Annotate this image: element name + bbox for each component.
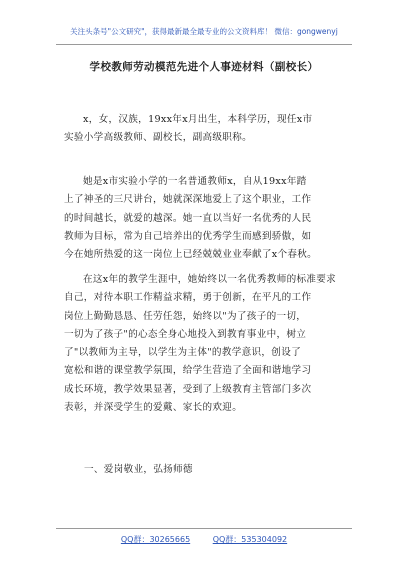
footer-divider xyxy=(56,528,352,529)
footer-qq-group-2[interactable]: QQ群：535304092 xyxy=(212,535,288,544)
paragraph-line: 自己，对待本职工作精益求精，勇于创新，在平凡的工作 xyxy=(64,292,312,304)
paragraph-line: 她是x市实验小学的一名普通教师x，自从19xx年踏 xyxy=(83,176,307,187)
paragraph-line: 实验小学高级教师、副校长，副高级职称。 xyxy=(64,132,252,144)
paragraph-line: 成长环境，教学效果显著，受到了上级教育主管部门多次 xyxy=(64,383,312,395)
paragraph-line: 宽松和谐的课堂教学氛围，给学生营造了全面和谐地学习 xyxy=(64,365,312,377)
paragraph-line: 岗位上勤勤恳恳、任劳任怨，始终以"为了孩子的一切， xyxy=(64,310,307,322)
paragraph-line: 表彰，并深受学生的爱戴、家长的欢迎。 xyxy=(64,402,243,414)
header-divider xyxy=(56,44,352,45)
paragraph-line: 教师为目标，常为自己培养出的优秀学生而感到骄傲，如 xyxy=(64,230,312,242)
paragraph-line: 的时间越长，就爱的越深。她一直以当好一名优秀的人民 xyxy=(64,212,312,224)
footer-qq-group-1[interactable]: QQ群：30265665 xyxy=(120,535,191,544)
paragraph-line: 了"以教师为主导，以学生为主体"的教学意识，创设了 xyxy=(64,347,301,359)
document-title: 学校教师劳动模范先进个人事迹材料（副校长） xyxy=(89,61,319,73)
paragraph-1 xyxy=(64,111,347,148)
paragraph-line: 在这x年的教学生涯中，她始终以一名优秀教师的标准要求 xyxy=(83,274,337,285)
section-heading: 一、爱岗敬业，弘扬师德 xyxy=(84,464,193,475)
paragraph-3 xyxy=(64,271,347,417)
paragraph-line: 今在她所热爱的这一岗位上已经兢兢业业奉献了x个春秋。 xyxy=(64,249,318,261)
footer xyxy=(0,534,408,545)
paragraph-line: x，女，汉族，19xx年x月出生，本科学历，现任x市 xyxy=(83,114,313,125)
paragraph-2 xyxy=(64,173,347,264)
header-banner: 关注头条号"公文研究"，获得最新最全最专业的公文资料库！ 微信：gongwenyj xyxy=(70,27,338,36)
paragraph-line: 一切为了孩子"的心态全身心地投入到教育事业中，树立 xyxy=(64,328,307,340)
paragraph-line: 上了神圣的三尺讲台，她就深深地爱上了这个职业，工作 xyxy=(64,194,312,206)
